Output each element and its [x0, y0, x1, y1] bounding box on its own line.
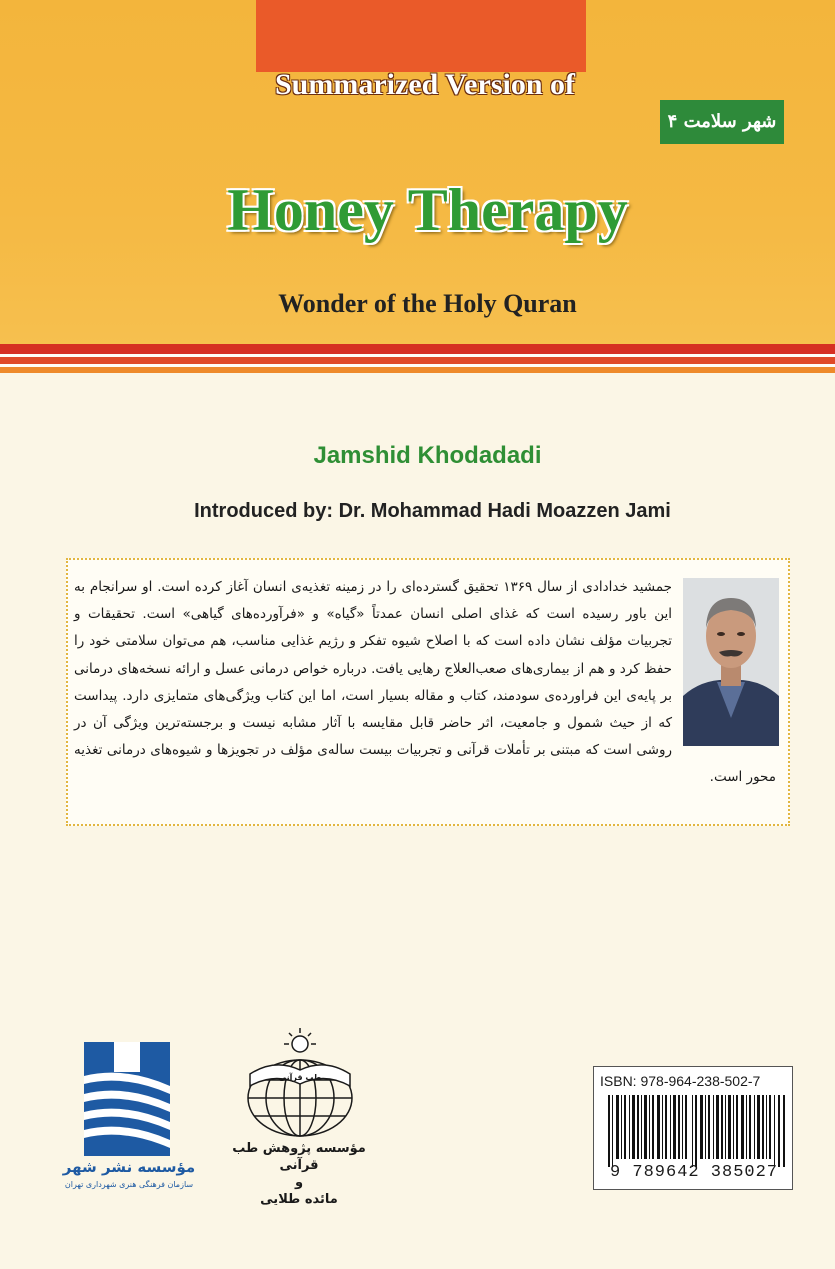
quranic-medicine-logo — [240, 1028, 360, 1140]
nashr-shahr-logo — [84, 1042, 170, 1156]
author-name: Jamshid Khodadadi — [313, 442, 542, 469]
isbn-label: ISBN: 978-964-238-502-7 — [600, 1073, 761, 1089]
barcode-icon — [608, 1095, 786, 1167]
introduced-by: Introduced by: Dr. Mohammad Hadi Moazzen Jami — [194, 500, 671, 522]
header-stripe-orange — [0, 367, 835, 373]
description-paragraph: جمشید خدادادی از سال ۱۳۶۹ تحقیق گسترده‌ای را در زمینه تغذیه‌ی انسان آغاز کرده است. او سرانجام به این باور رسیده است که غذای اصلی انسان عمدتاً «گیاه» و «فرآورده‌های گیاهی» است. تحقیقات و تجربیات مؤلف نشان داده است که با اصلاح شیوه تفکر و رژیم غذایی مناسب، هم می‌توان سلامتی خود را حفظ کرد و هم از بیماری‌های صعب‌العلاج رهایی یافت. درباره خواص درمانی عسل و ارائه نسخه‌های درمانی بر پایه‌ی این فراورده‌ی سودمند، کتاب و مقاله بسیار است، اما این کتاب ویژگی‌های متمایزی دارد. پیداست که از حیث شمول و جامعیت، اثر حاضر قابل مقایسه با آثار مشابه نیست و برجسته‌ترین ویژگی آن در روشی است که مبتنی بر تأملات قرآنی و تجربیات بیست ساله‌ی مؤلف در تجویزها و شیوه‌های درمانی تغذیه محور است. — [74, 579, 776, 786]
summary-label: Summarized Version of — [275, 68, 575, 101]
globe-book-icon — [240, 1028, 360, 1140]
series-badge: شهر سلامت ۴ — [660, 100, 784, 144]
photo-spacer — [672, 574, 776, 754]
isbn-digits: 9 789642 385027 — [609, 1163, 779, 1182]
institute-line-1: مؤسسه پژوهش طب قرآنی — [232, 1141, 366, 1173]
header-stripe-red-2 — [0, 357, 835, 364]
description-text — [74, 574, 776, 792]
seal-text: طب قرآنی — [278, 1073, 322, 1082]
nashr-shahr-name: مؤسسه نشر شهر — [62, 1158, 196, 1176]
institute-line-2: و — [294, 1175, 304, 1190]
book-subtitle: Wonder of the Holy Quran — [278, 289, 577, 318]
header-red-block — [256, 0, 586, 72]
nashr-shahr-logo-icon — [84, 1042, 170, 1156]
institute-line-3: مائده طلایی — [260, 1192, 338, 1207]
book-title: Honey Therapy — [227, 177, 628, 243]
header-stripe-red — [0, 344, 835, 354]
quranic-medicine-name — [224, 1140, 374, 1208]
isbn-barcode-box — [593, 1066, 793, 1190]
nashr-shahr-subtitle: سازمان فرهنگی هنری شهرداری تهران — [64, 1180, 194, 1189]
